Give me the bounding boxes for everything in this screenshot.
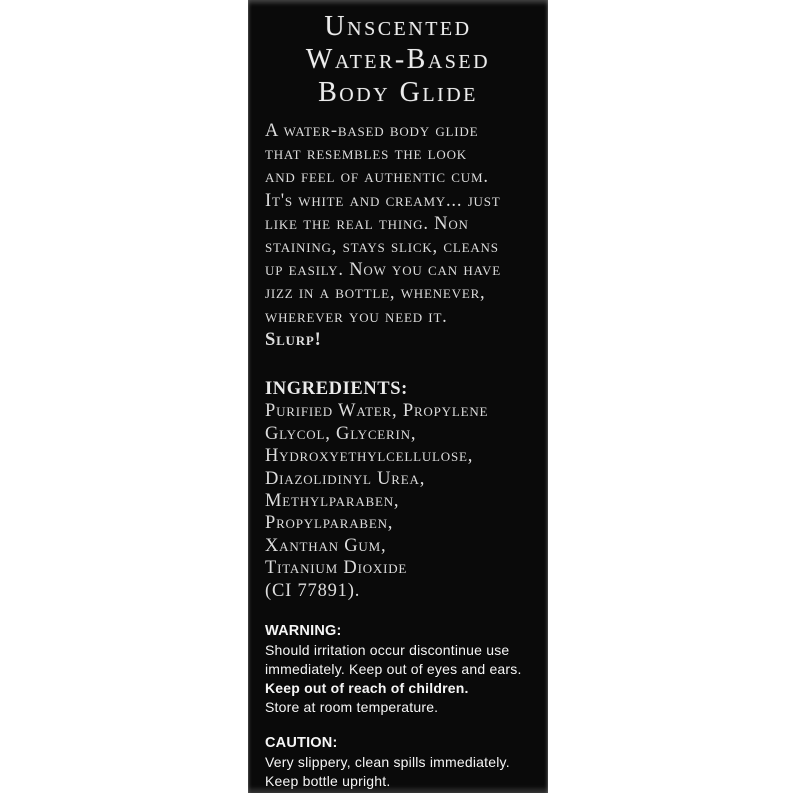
text-line: Glycol, Glycerin,: [265, 423, 417, 444]
text-line: A water-based body glide: [265, 121, 479, 141]
text-line: Keep out of reach of children.: [265, 680, 469, 697]
text-line: Purified Water, Propylene: [265, 401, 489, 422]
text-line: Store at room temperature.: [265, 699, 439, 716]
ingredients-list: [265, 400, 531, 602]
text-line: that resembles the look: [265, 144, 467, 165]
ingredients-section: [265, 378, 531, 602]
text-line: Diazolidinyl Urea,: [265, 468, 426, 489]
caution-heading: CAUTION:: [265, 735, 338, 752]
text-line: staining, stays slick, cleans: [265, 237, 499, 258]
text-line: wherever you need it.: [265, 306, 448, 327]
ingredients-heading: INGREDIENTS:: [265, 379, 408, 400]
warning-heading: WARNING:: [265, 623, 342, 640]
product-title: [265, 10, 531, 109]
text-line: and feel of authentic cum.: [265, 167, 489, 188]
text-line: up easily. Now you can have: [265, 260, 501, 281]
text-line: Keep bottle upright.: [265, 773, 391, 790]
text-line: Should irritation occur discontinue use: [265, 642, 510, 659]
text-line: Body Glide: [318, 77, 478, 108]
text-line: (CI 77891).: [265, 580, 361, 601]
text-line: Propylparaben,: [265, 513, 394, 534]
text-line: Methylparaben,: [265, 491, 400, 512]
warning-text: [265, 641, 531, 717]
text-line: Unscented: [324, 11, 472, 42]
caution-section: [265, 734, 531, 791]
text-line: immediately. Keep out of eyes and ears.: [265, 661, 522, 678]
text-line: jizz in a bottle, whenever,: [265, 283, 486, 304]
text-line: Slurp!: [265, 329, 322, 350]
text-line: Hydroxyethylcellulose,: [265, 446, 474, 467]
product-label-panel: [248, 0, 548, 793]
text-line: Water-Based: [305, 44, 491, 75]
text-line: like the real thing. Non: [265, 213, 469, 234]
product-description: [265, 120, 531, 352]
caution-text: [265, 753, 531, 791]
text-line: Titanium Dioxide: [265, 558, 408, 579]
text-line: It's white and creamy... just: [265, 190, 501, 211]
warning-section: [265, 622, 531, 717]
text-line: Xanthan Gum,: [265, 535, 387, 556]
text-line: Very slippery, clean spills immediately.: [265, 754, 510, 771]
